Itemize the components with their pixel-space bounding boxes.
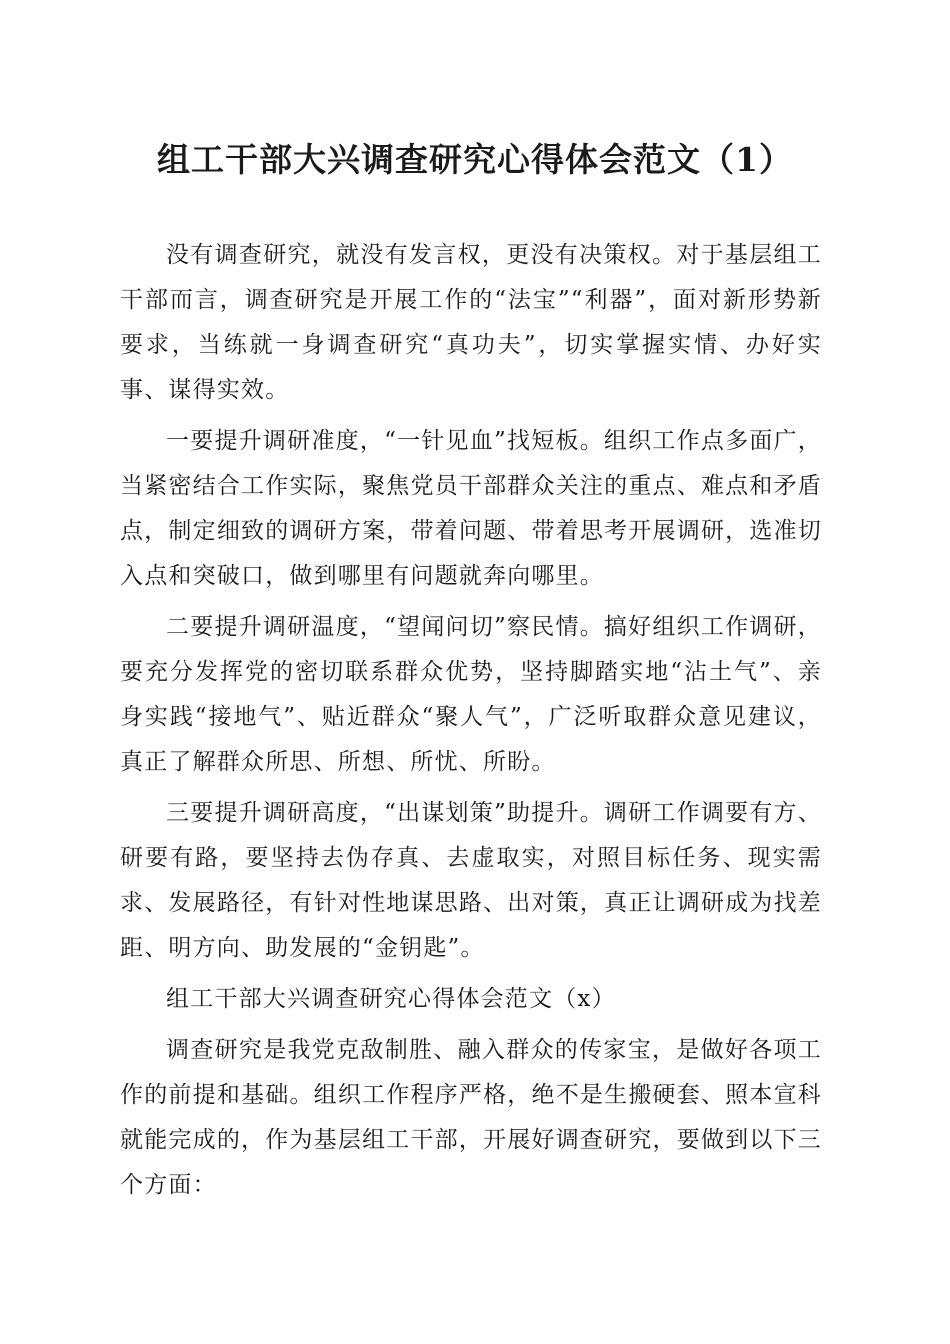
document-title: 组工干部大兴调查研究心得体会范文（1） xyxy=(157,140,793,179)
paragraph-second-intro: 调查研究是我党克敌制胜、融入群众的传家宝，是做好各项工作的前提和基础。组织工作程序严格，绝不是生搬硬套、照本宣科就能完成的，作为基层组工干部，开展好调查研究，要做到以下三个方面： xyxy=(120,1037,822,1198)
paragraph-subtitle: 组工干部大兴调查研究心得体会范文（x） xyxy=(166,986,616,1012)
paragraph-point-one: 一要提升调研准度，“一针见血”找短板。组织工作点多面广，当紧密结合工作实际，聚焦党员干部群众关注的重点、难点和矛盾点，制定细致的调研方案，带着问题、带着思考开展调研，选准切入点和突破口，做到哪里有问题就奔向哪里。 xyxy=(120,428,822,589)
paragraph-point-three: 三要提升调研高度，“出谋划策”助提升。调研工作调要有方、研要有路，要坚持去伪存真、去虚取实，对照目标任务、现实需求、发展路径，有针对性地谋思路、出对策，真正让调研成为找差距、明方向、助发展的“金钥匙”。 xyxy=(120,800,822,961)
document-body xyxy=(120,233,822,1214)
paragraph-intro: 没有调查研究，就没有发言权，更没有决策权。对于基层组工干部而言，调查研究是开展工作的“法宝”“利器”，面对新形势新要求，当练就一身调查研究“真功夫”，切实掌握实情、办好实事、谋得实效。 xyxy=(120,242,822,403)
paragraph-point-two: 二要提升调研温度，“望闻问切”察民情。搞好组织工作调研，要充分发挥党的密切联系群众优势，坚持脚踏实地“沾土气”、亲身实践“接地气”、贴近群众“聚人气”，广泛听取群众意见建议，真正了解群众所思、所想、所忧、所盼。 xyxy=(120,614,822,775)
